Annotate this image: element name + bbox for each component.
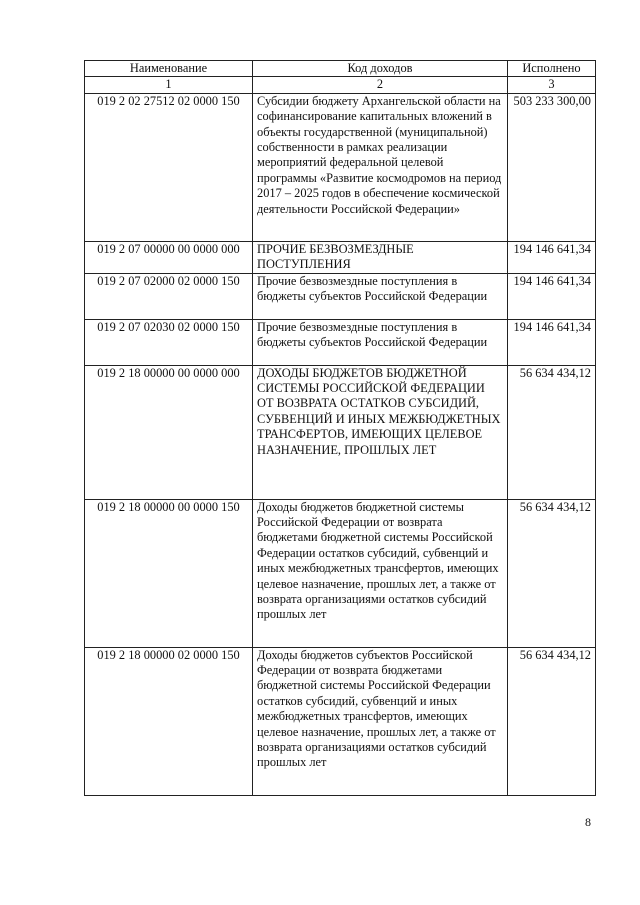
executed-amount: 56 634 434,12 [508, 365, 596, 499]
revenue-code: 019 2 18 00000 00 0000 000 [85, 365, 253, 499]
revenue-code: 019 2 07 02000 02 0000 150 [85, 273, 253, 319]
revenue-code: 019 2 18 00000 02 0000 150 [85, 647, 253, 795]
revenue-name: Прочие безвозмездные поступления в бюджеты субъектов Российской Федерации [253, 319, 508, 365]
header-row [85, 61, 596, 77]
revenue-code: 019 2 07 00000 00 0000 000 [85, 241, 253, 273]
table-row [85, 273, 596, 319]
revenue-code: 019 2 18 00000 00 0000 150 [85, 499, 253, 647]
executed-amount: 56 634 434,12 [508, 499, 596, 647]
column-number: 2 [253, 77, 508, 93]
column-number: 1 [85, 77, 253, 93]
column-number-row [85, 77, 596, 93]
header-name: Наименование [85, 61, 253, 77]
executed-amount: 56 634 434,12 [508, 647, 596, 795]
executed-amount: 194 146 641,34 [508, 273, 596, 319]
revenue-table [84, 60, 596, 796]
revenue-code: 019 2 02 27512 02 0000 150 [85, 93, 253, 241]
header-code: Код доходов [253, 61, 508, 77]
executed-amount: 194 146 641,34 [508, 319, 596, 365]
revenue-name: Прочие безвозмездные поступления в бюджеты субъектов Российской Федерации [253, 273, 508, 319]
executed-amount: 194 146 641,34 [508, 241, 596, 273]
page-number: 8 [585, 815, 591, 829]
revenue-name: ДОХОДЫ БЮДЖЕТОВ БЮДЖЕТНОЙ СИСТЕМЫ РОССИЙСКОЙ ФЕДЕРАЦИИ ОТ ВОЗВРАТА ОСТАТКОВ СУБСИДИЙ, СУБВЕНЦИЙ И ИНЫХ МЕЖБЮДЖЕТНЫХ ТРАНСФЕРТОВ, ИМЕЮЩИХ ЦЕЛЕВОЕ НАЗНАЧЕНИЕ, ПРОШЛЫХ ЛЕТ [253, 365, 508, 499]
revenue-name: Доходы бюджетов субъектов Российской Федерации от возврата бюджетами бюджетной системы Российской Федерации остатков субсидий, субвенций и иных межбюджетных трансфертов, имеющих целевое назначение, прошлых лет, а также от возврата организациями остатков субсидий прошлых лет [253, 647, 508, 795]
table-row [85, 93, 596, 241]
executed-amount: 503 233 300,00 [508, 93, 596, 241]
table-row [85, 499, 596, 647]
revenue-code: 019 2 07 02030 02 0000 150 [85, 319, 253, 365]
revenue-name: ПРОЧИЕ БЕЗВОЗМЕЗДНЫЕ ПОСТУПЛЕНИЯ [253, 241, 508, 273]
table-row [85, 647, 596, 795]
table-row [85, 319, 596, 365]
column-number: 3 [508, 77, 596, 93]
table-row [85, 241, 596, 273]
table-row [85, 365, 596, 499]
revenue-name: Доходы бюджетов бюджетной системы Российской Федерации от возврата бюджетами бюджетной системы Российской Федерации остатков субсидий, субвенций и иных межбюджетных трансфертов, имеющих целевое назначение, прошлых лет, а также от возврата организациями остатков субсидий прошлых лет [253, 499, 508, 647]
revenue-name: Субсидии бюджету Архангельской области на софинансирование капитальных вложений в объекты государственной (муниципальной) собственности в рамках реализации мероприятий федеральной целевой программы «Развитие космодромов на период 2017 – 2025 годов в обеспечение космической деятельности Российской Федерации» [253, 93, 508, 241]
header-executed: Исполнено [508, 61, 596, 77]
